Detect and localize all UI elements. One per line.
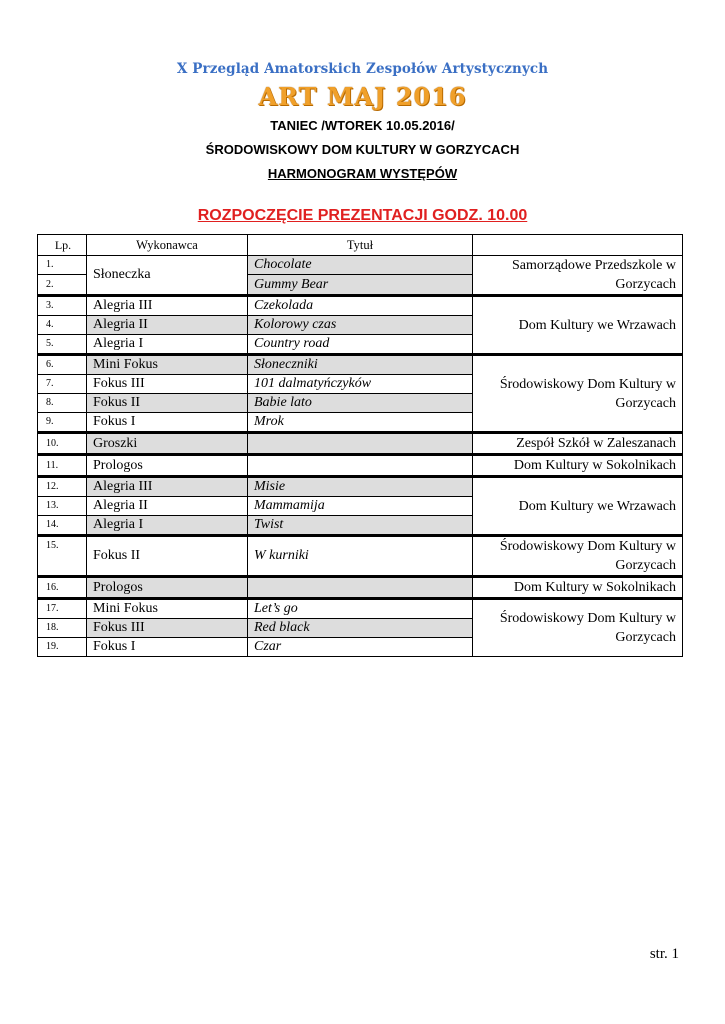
- performer-cell: Alegria III: [87, 477, 248, 497]
- lp-cell: 19.: [38, 638, 87, 657]
- title-cell: Słoneczniki: [248, 355, 473, 375]
- lp-cell: 1.: [38, 256, 87, 275]
- lp-cell: 2.: [38, 275, 87, 296]
- performer-cell: Alegria III: [87, 296, 248, 316]
- schedule-heading: HARMONOGRAM WYSTĘPÓW: [267, 166, 458, 181]
- lp-cell: 6.: [38, 355, 87, 375]
- performer-cell: Fokus II: [87, 394, 248, 413]
- performer-cell: Słoneczka: [87, 256, 248, 296]
- lp-cell: 18.: [38, 619, 87, 638]
- title-cell: 101 dalmatyńczyków: [248, 375, 473, 394]
- lp-cell: 13.: [38, 497, 87, 516]
- lp-cell: 3.: [38, 296, 87, 316]
- title-cell: Twist: [248, 516, 473, 536]
- performer-cell: Prologos: [87, 577, 248, 599]
- lp-cell: 4.: [38, 316, 87, 335]
- festival-title: ART MAJ 2016: [258, 82, 467, 111]
- venue-cell: Samorządowe Przedszkole w Gorzycach: [473, 256, 683, 296]
- title-cell: [248, 455, 473, 477]
- table-row: [38, 455, 683, 477]
- table-row: [38, 477, 683, 497]
- title-cell: [248, 433, 473, 455]
- schedule-table: [37, 234, 683, 657]
- start-time-heading: ROZPOCZĘCIE PREZENTACJI GODZ. 10.00: [197, 207, 528, 224]
- table-row: [38, 536, 683, 577]
- column-header-wykonawca: Wykonawca: [87, 235, 248, 256]
- title-cell: Country road: [248, 335, 473, 355]
- title-cell: Misie: [248, 477, 473, 497]
- table-row: [38, 355, 683, 375]
- performer-cell: Prologos: [87, 455, 248, 477]
- title-cell: Red black: [248, 619, 473, 638]
- lp-cell: 14.: [38, 516, 87, 536]
- performer-cell: Groszki: [87, 433, 248, 455]
- title-cell: W kurniki: [248, 536, 473, 577]
- title-cell: Kolorowy czas: [248, 316, 473, 335]
- title-cell: Babie lato: [248, 394, 473, 413]
- page-number: str. 1: [649, 946, 679, 962]
- venue-cell: Zespół Szkół w Zaleszanach: [473, 433, 683, 455]
- venue-cell: Dom Kultury we Wrzawach: [473, 477, 683, 536]
- table-row: [38, 577, 683, 599]
- venue-cell: Środowiskowy Dom Kultury w Gorzycach: [473, 536, 683, 577]
- lp-cell: 15.: [38, 536, 87, 577]
- title-cell: [248, 577, 473, 599]
- lp-cell: 16.: [38, 577, 87, 599]
- performer-cell: Fokus I: [87, 413, 248, 433]
- title-cell: Czar: [248, 638, 473, 657]
- performer-cell: Fokus III: [87, 375, 248, 394]
- lp-cell: 7.: [38, 375, 87, 394]
- lp-cell: 11.: [38, 455, 87, 477]
- venue-cell: Dom Kultury w Sokolnikach: [473, 455, 683, 477]
- performer-cell: Alegria II: [87, 497, 248, 516]
- lp-cell: 5.: [38, 335, 87, 355]
- venue-cell: Dom Kultury w Sokolnikach: [473, 577, 683, 599]
- title-cell: Mammamija: [248, 497, 473, 516]
- column-header-tytul: Tytuł: [248, 235, 473, 256]
- performer-cell: Alegria I: [87, 335, 248, 355]
- column-header-miejsce: [473, 235, 683, 256]
- venue-cell: Dom Kultury we Wrzawach: [473, 296, 683, 355]
- table-row: [38, 296, 683, 316]
- lp-cell: 9.: [38, 413, 87, 433]
- performer-cell: Alegria I: [87, 516, 248, 536]
- table-row: [38, 433, 683, 455]
- table-row: [38, 599, 683, 619]
- title-cell: Gummy Bear: [248, 275, 473, 296]
- performer-cell: Alegria II: [87, 316, 248, 335]
- title-cell: Let’s go: [248, 599, 473, 619]
- performer-cell: Fokus I: [87, 638, 248, 657]
- lp-cell: 17.: [38, 599, 87, 619]
- title-cell: Chocolate: [248, 256, 473, 275]
- event-date-line: TANIEC /WTOREK 10.05.2016/: [270, 118, 455, 133]
- title-cell: Czekolada: [248, 296, 473, 316]
- venue-line: ŚRODOWISKOWY DOM KULTURY W GORZYCACH: [205, 142, 520, 157]
- lp-cell: 12.: [38, 477, 87, 497]
- title-cell: Mrok: [248, 413, 473, 433]
- performer-cell: Mini Fokus: [87, 355, 248, 375]
- table-header-row: [38, 235, 683, 256]
- performer-cell: Mini Fokus: [87, 599, 248, 619]
- lp-cell: 8.: [38, 394, 87, 413]
- venue-cell: Środowiskowy Dom Kultury w Gorzycach: [473, 599, 683, 657]
- performer-cell: Fokus III: [87, 619, 248, 638]
- festival-subtitle: X Przegląd Amatorskich Zespołów Artystycznych: [176, 61, 549, 77]
- table-row: [38, 256, 683, 275]
- lp-cell: 10.: [38, 433, 87, 455]
- venue-cell: Środowiskowy Dom Kultury w Gorzycach: [473, 355, 683, 433]
- performer-cell: Fokus II: [87, 536, 248, 577]
- column-header-lp: Lp.: [38, 235, 87, 256]
